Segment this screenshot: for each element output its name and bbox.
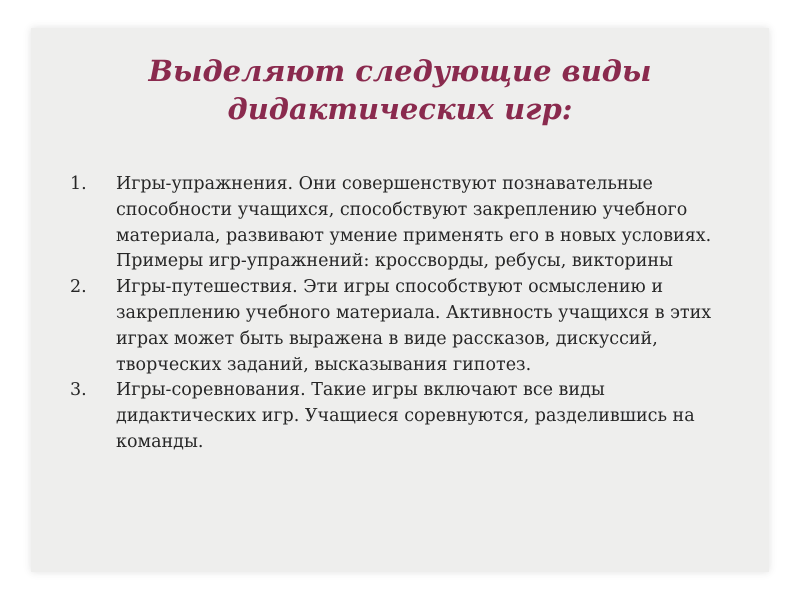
list-item bbox=[70, 275, 740, 378]
list-item-number: 2. bbox=[70, 277, 87, 298]
title-line-2: дидактических игр: bbox=[227, 92, 573, 126]
game-types-list bbox=[70, 172, 740, 456]
list-item bbox=[70, 172, 740, 275]
list-item-text: Игры-упражнения. Они совершенствуют познавательные способности учащихся, способствуют закреплению учебного материала, развивают умение применять его в новых условиях. Примеры игр-упражнений: кроссворды, ребусы, викторины bbox=[116, 174, 712, 272]
title-line-1: Выделяют следующие виды bbox=[148, 54, 652, 88]
list-item-number: 1. bbox=[70, 174, 87, 194]
list-item-text: Игры-соревнования. Такие игры включают все виды дидактических игр. Учащиеся соревнуются, разделившись на команды. bbox=[116, 380, 695, 452]
list-item bbox=[70, 378, 740, 455]
list-item-text: Игры-путешествия. Эти игры способствуют осмыслению и закреплению учебного материала. Активность учащихся в этих играх может быть выражена в виде рассказов, дискуссий, творческих заданий, высказывания гипотез. bbox=[116, 277, 712, 375]
list-item-number: 3. bbox=[70, 380, 87, 401]
slide-title bbox=[60, 52, 740, 128]
